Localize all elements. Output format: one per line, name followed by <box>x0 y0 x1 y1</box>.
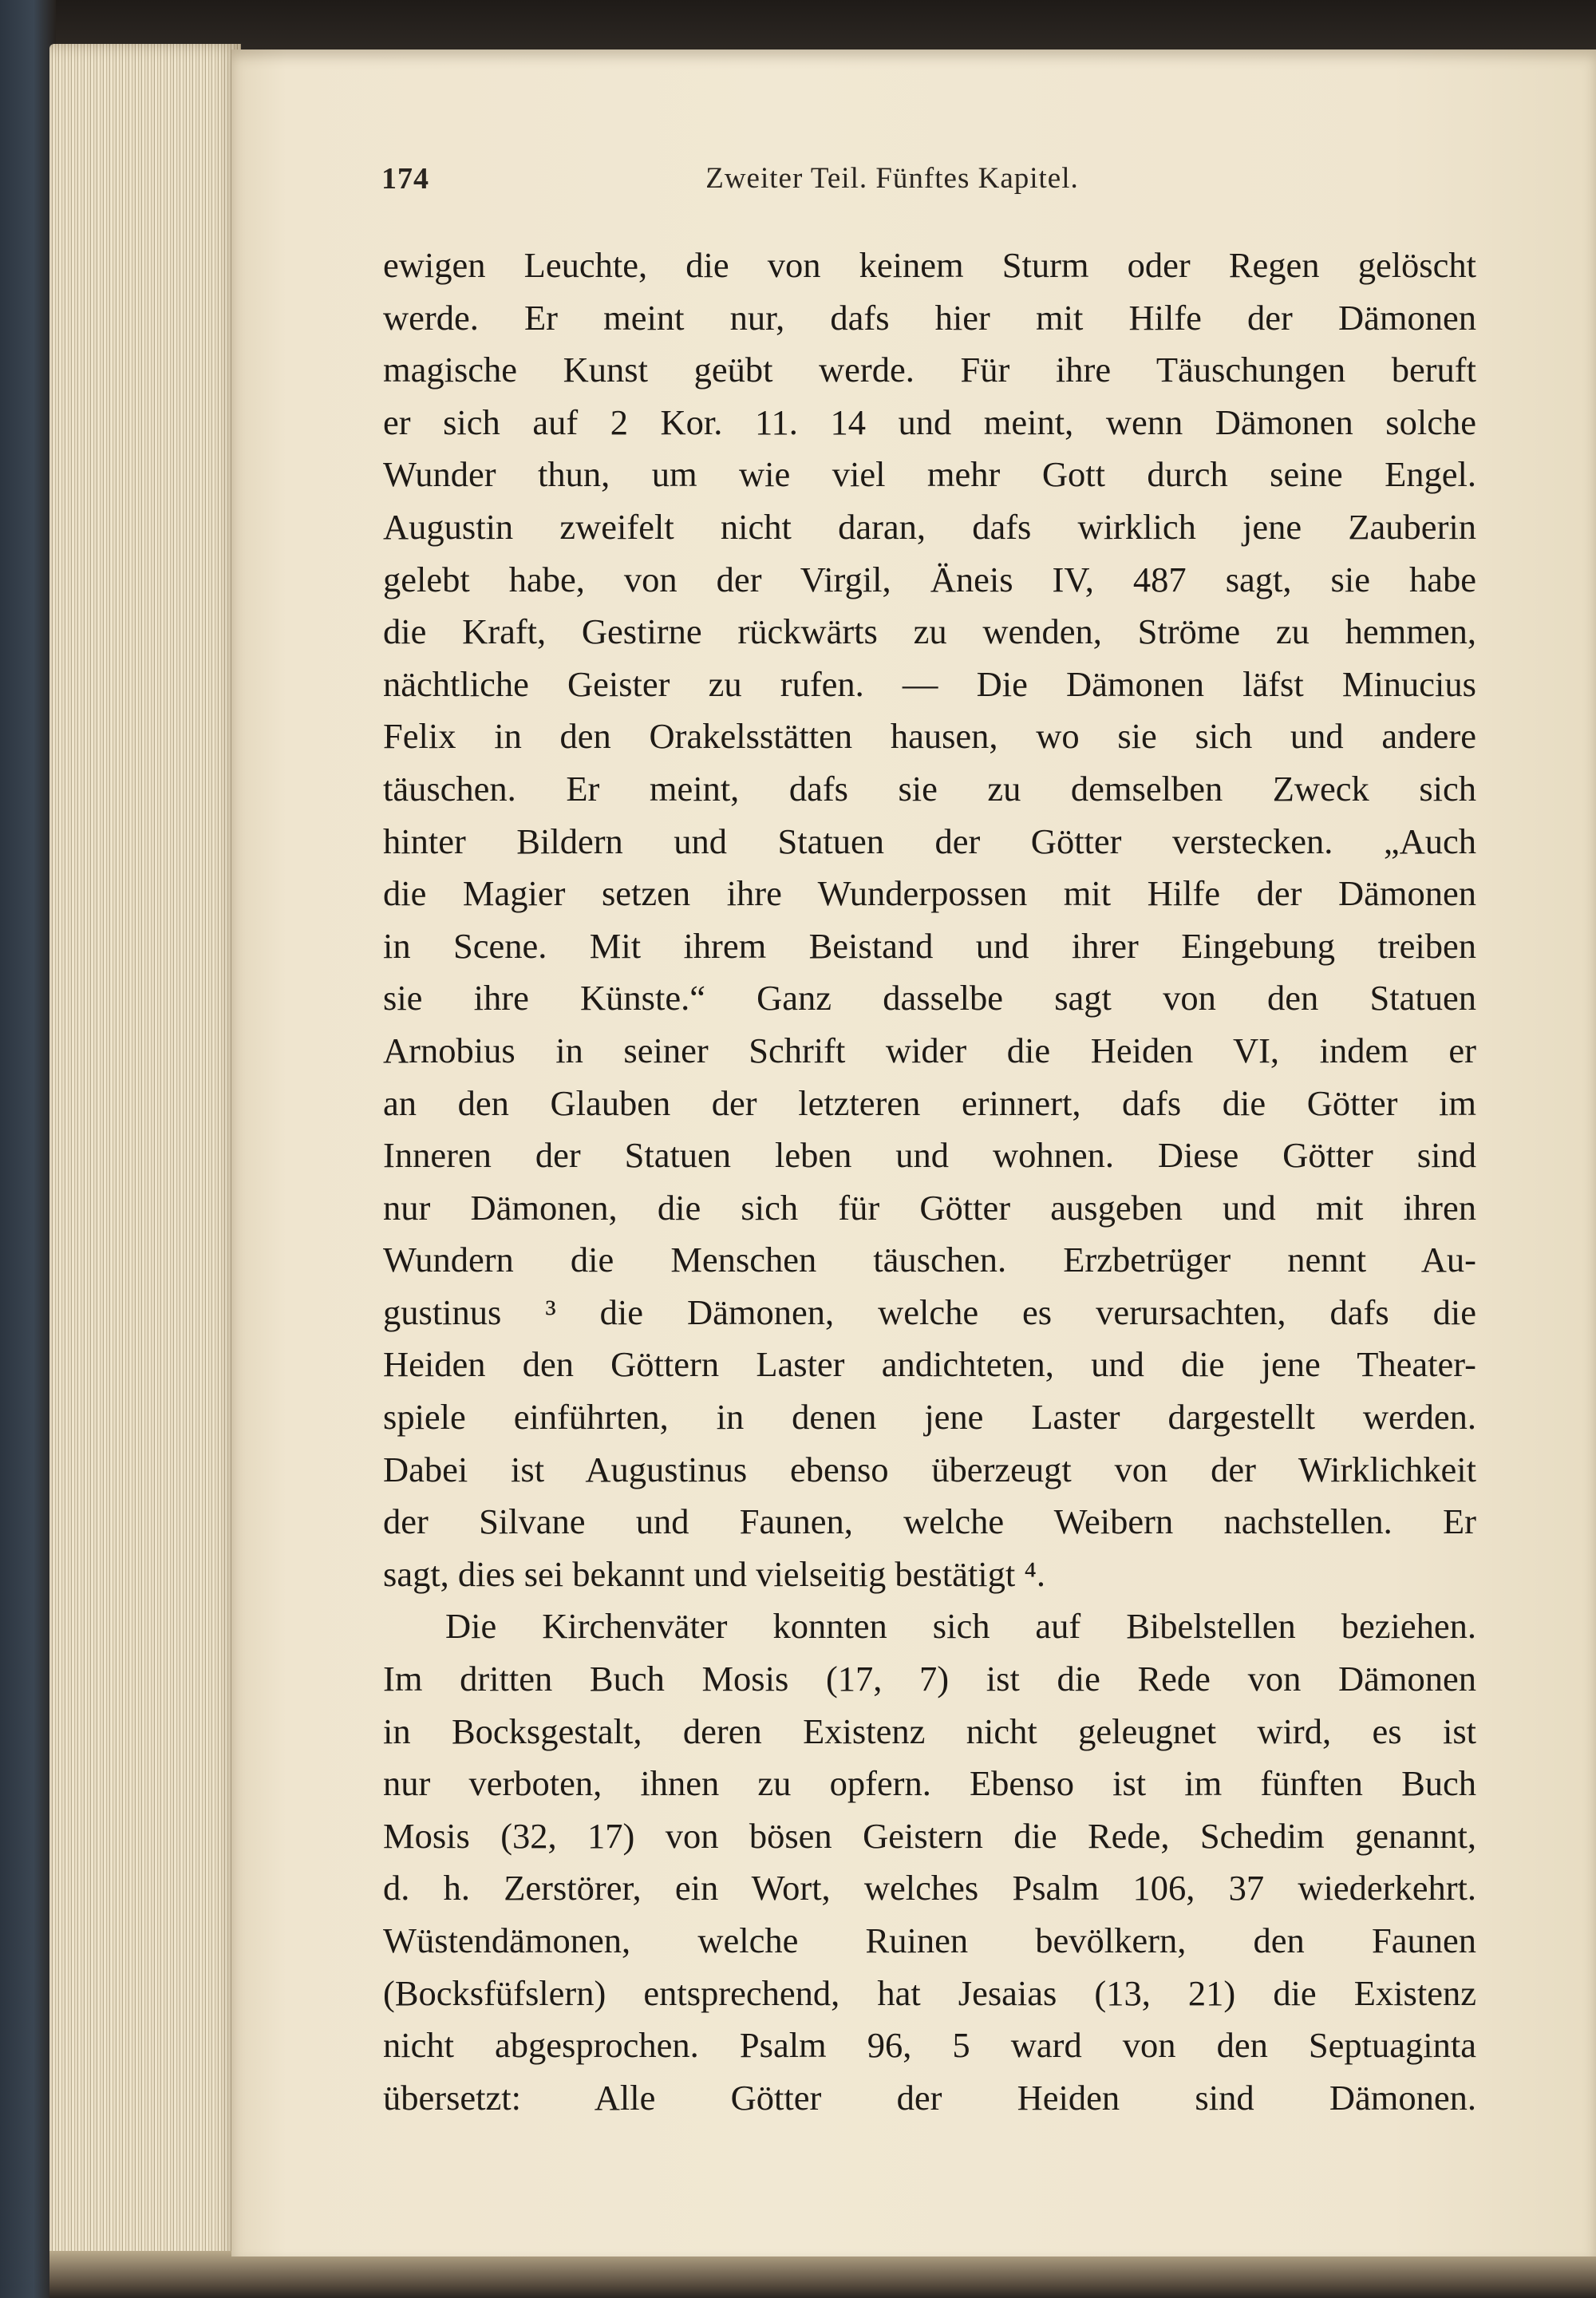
paragraph-1 <box>383 239 1476 1600</box>
text-line: nur Dämonen, die sich für Götter ausgeben und mit ihren <box>383 1187 1476 1228</box>
text-line: sie ihre Künste.“ Ganz dasselbe sagt von den Statuen <box>383 978 1476 1018</box>
text-line: Wunder thun, um wie viel mehr Gott durch seine Engel. <box>383 454 1476 495</box>
running-title: Zweiter Teil. Fünftes Kapitel. <box>705 162 1079 195</box>
text-line: in Bocksgestalt, deren Existenz nicht geleugnet wird, es ist <box>383 1711 1476 1751</box>
page-bottom-edge <box>49 2251 1596 2298</box>
text-line: Mosis (32, 17) von bösen Geistern die Rede, Schedim genannt, <box>383 1815 1476 1856</box>
book-page <box>231 49 1596 2256</box>
text-line: er sich auf 2 Kor. 11. 14 und meint, wenn Dämonen solche <box>383 401 1476 442</box>
text-line: die Kraft, Gestirne rückwärts zu wenden, Ströme zu hemmen, <box>383 611 1476 652</box>
text-line: hinter Bildern und Statuen der Götter verstecken. „Auch <box>383 821 1476 861</box>
text-line: Im dritten Buch Mosis (17, 7) ist die Rede von Dämonen <box>383 1659 1476 1699</box>
text-line: d. h. Zerstörer, ein Wort, welches Psalm 106, 37 wiederkehrt. <box>383 1868 1476 1908</box>
text-line: Arnobius in seiner Schrift wider die Heiden VI, indem er <box>383 1030 1476 1070</box>
text-line: übersetzt: Alle Götter der Heiden sind Dämonen. <box>383 2077 1476 2118</box>
text-line: Inneren der Statuen leben und wohnen. Diese Götter sind <box>383 1135 1476 1176</box>
text-line: werde. Er meint nur, dafs hier mit Hilfe der Dämonen <box>383 297 1476 338</box>
text-line: Felix in den Orakelsstätten hausen, wo sie sich und andere <box>383 716 1476 757</box>
text-line: der Silvane und Faunen, welche Weibern nachstellen. Er <box>383 1501 1476 1542</box>
text-line: gustinus ³ die Dämonen, welche es verursachten, dafs die <box>383 1291 1476 1332</box>
text-line: Heiden den Göttern Laster andichteten, und die jene Theater- <box>383 1344 1476 1385</box>
page-header <box>381 161 1355 209</box>
page-number: 174 <box>381 162 429 196</box>
text-line: Augustin zweifelt nicht daran, dafs wirklich jene Zauberin <box>383 506 1476 547</box>
body-text <box>383 239 1476 2124</box>
text-line: Dabei ist Augustinus ebenso überzeugt von der Wirklichkeit <box>383 1449 1476 1489</box>
text-line: nächtliche Geister zu rufen. — Die Dämonen läfst Minucius <box>383 663 1476 704</box>
text-line: die Magier setzen ihre Wunderpossen mit Hilfe der Dämonen <box>383 873 1476 914</box>
text-line: sagt, dies sei bekannt und vielseitig bestätigt ⁴. <box>383 1553 1045 1594</box>
text-line: täuschen. Er meint, dafs sie zu demselben Zweck sich <box>383 768 1476 809</box>
paragraph-2 <box>383 1600 1476 2124</box>
text-line: gelebt habe, von der Virgil, Äneis IV, 487 sagt, sie habe <box>383 559 1476 599</box>
text-line: Wüstendämonen, welche Ruinen bevölkern, den Faunen <box>383 1920 1476 1960</box>
text-line: Wundern die Menschen täuschen. Erzbetrüger nennt Au- <box>383 1240 1476 1280</box>
text-line: an den Glauben der letzteren erinnert, dafs die Götter im <box>383 1082 1476 1123</box>
text-line: nur verboten, ihnen zu opfern. Ebenso ist im fünften Buch <box>383 1763 1476 1804</box>
book-cover-edge <box>0 0 56 2298</box>
text-line: spiele einführten, in denen jene Laster dargestellt werden. <box>383 1397 1476 1438</box>
text-line: nicht abgesprochen. Psalm 96, 5 ward von den Septuaginta <box>383 2025 1476 2066</box>
text-line: (Bocksfüfslern) entsprechend, hat Jesaias (13, 21) die Existenz <box>383 1972 1476 2013</box>
text-line: magische Kunst geübt werde. Für ihre Täuschungen beruft <box>383 350 1476 390</box>
text-line: Die Kirchenväter konnten sich auf Bibelstellen beziehen. <box>445 1606 1476 1647</box>
text-line: in Scene. Mit ihrem Beistand und ihrer Eingebung treiben <box>383 925 1476 966</box>
text-line: ewigen Leuchte, die von keinem Sturm oder Regen gelöscht <box>383 245 1476 285</box>
page-edges <box>49 44 241 2271</box>
